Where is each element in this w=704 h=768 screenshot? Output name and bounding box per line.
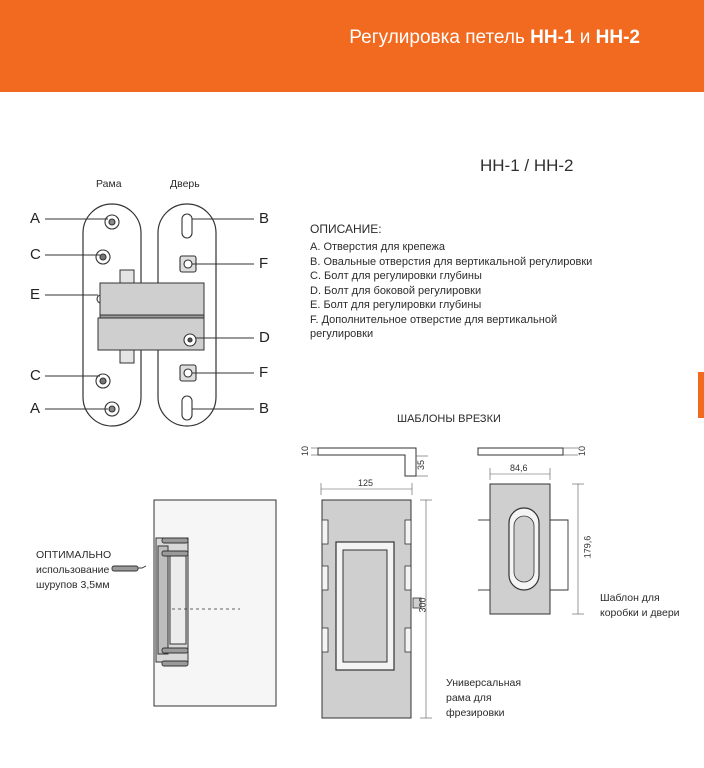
dim-right-thickness: 10 bbox=[577, 445, 588, 457]
model-b: HH-2 bbox=[595, 27, 640, 48]
callout-label: D bbox=[259, 329, 270, 346]
left-caption-line: Универсальная bbox=[446, 677, 522, 689]
oval-hole-icon bbox=[182, 396, 192, 420]
frame-hole-icon bbox=[109, 406, 115, 412]
left-caption-line: рама для bbox=[446, 692, 492, 704]
mechanism-upper bbox=[100, 283, 204, 315]
title-join: и bbox=[574, 27, 596, 48]
depth-bolt-icon bbox=[100, 254, 106, 260]
screw-icon bbox=[162, 551, 188, 556]
right-caption-line: коробки и двери bbox=[600, 607, 680, 619]
frame-hole-icon bbox=[109, 219, 115, 225]
callout-label: A bbox=[30, 400, 41, 417]
description-item: B. Овальные отверстия для вертикальной регулировки bbox=[310, 255, 593, 268]
callout-label: C bbox=[30, 246, 41, 263]
callout-label: C bbox=[30, 367, 41, 384]
templates-heading: ШАБЛОНЫ ВРЕЗКИ bbox=[397, 413, 501, 425]
depth-bolt-icon bbox=[100, 378, 106, 384]
model-title: HH-1 / HH-2 bbox=[480, 156, 574, 175]
callout-label: B bbox=[259, 210, 270, 227]
dim-right-width: 84,6 bbox=[510, 463, 528, 473]
box-template-profile bbox=[478, 448, 563, 455]
left-caption-line: фрезировки bbox=[446, 707, 505, 719]
description-item: регулировки bbox=[310, 328, 374, 340]
dim-right-height: 179,6 bbox=[582, 535, 593, 559]
install-note-line: ОПТИМАЛЬНО bbox=[36, 549, 112, 561]
right-caption-line: Шаблон для bbox=[600, 592, 660, 604]
dim-left-width: 125 bbox=[358, 478, 374, 488]
callout-label: F bbox=[259, 255, 269, 272]
dim-left-height: 300 bbox=[417, 597, 428, 613]
install-note-line: шурупов 3,5мм bbox=[36, 579, 110, 591]
label-door: Дверь bbox=[170, 178, 200, 190]
callout-label: A bbox=[30, 210, 41, 227]
title-prefix: Регулировка петель bbox=[349, 27, 531, 48]
oval-hole-icon bbox=[182, 214, 192, 238]
description-item: A. Отверстия для крепежа bbox=[310, 241, 446, 253]
description-heading: ОПИСАНИЕ: bbox=[310, 222, 382, 236]
description-item: C. Болт для регулировки глубины bbox=[310, 270, 482, 282]
label-frame: Рама bbox=[96, 178, 122, 190]
screw-icon bbox=[162, 661, 188, 666]
frame-template-profile bbox=[318, 448, 416, 476]
screw-icon bbox=[162, 538, 188, 543]
dim-left-lip: 35 bbox=[416, 459, 427, 471]
callout-label: B bbox=[259, 400, 270, 417]
description-item: F. Дополнительное отверстие для вертикальной bbox=[310, 313, 558, 326]
description-item: E. Болт для регулировки глубины bbox=[310, 299, 482, 311]
screw-icon bbox=[112, 566, 138, 571]
description-item: D. Болт для боковой регулировки bbox=[310, 284, 482, 297]
dim-left-thickness: 10 bbox=[300, 445, 311, 457]
install-note-line: использование bbox=[36, 564, 110, 576]
callout-label: F bbox=[259, 364, 269, 381]
model-a: HH-1 bbox=[530, 27, 575, 48]
screw-icon bbox=[162, 648, 188, 653]
callout-label: E bbox=[30, 286, 41, 303]
